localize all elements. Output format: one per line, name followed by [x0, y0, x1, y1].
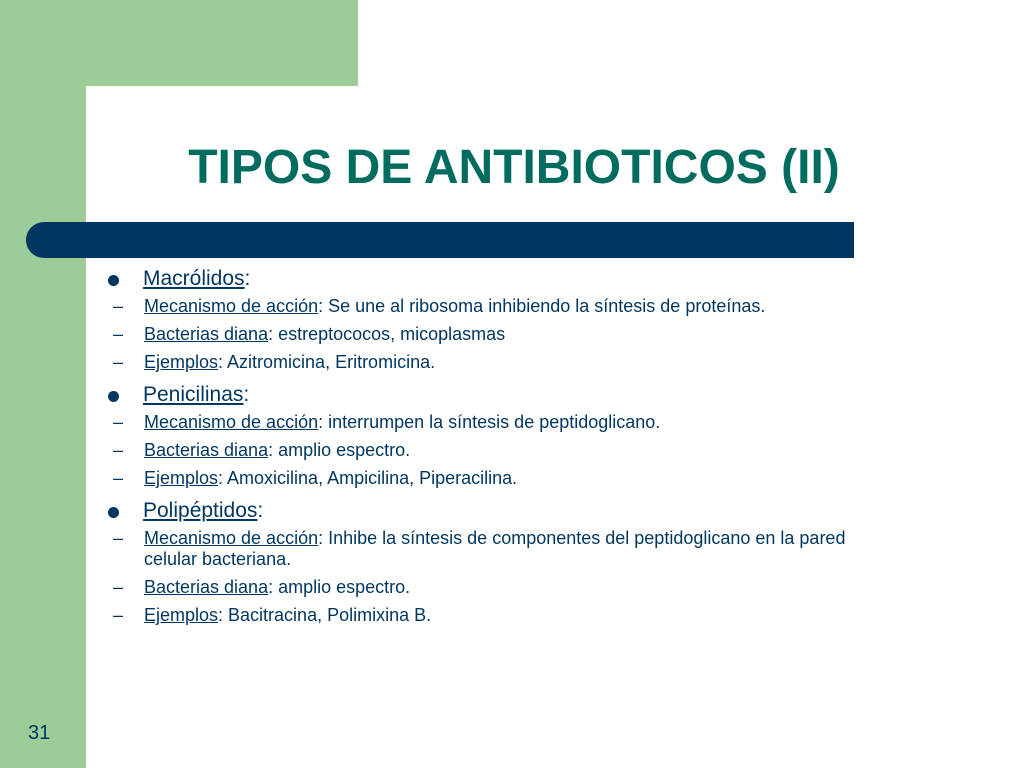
dash-icon: – — [113, 440, 124, 460]
slide-number: 31 — [28, 722, 51, 744]
sub-list-polipeptidos — [100, 528, 900, 626]
slide-title: TIPOS DE ANTIBIOTICOS (II) — [188, 141, 840, 194]
sub-item-text: : Azitromicina, Eritromicina. — [218, 352, 436, 372]
section-heading: Penicilinas — [143, 383, 244, 406]
sub-item-label: Bacterias diana — [144, 440, 269, 460]
sub-list-macrolidos — [100, 296, 900, 373]
dash-icon: – — [113, 468, 124, 488]
sub-item-text: : Amoxicilina, Ampicilina, Piperacilina. — [218, 468, 518, 488]
sub-item-label: Bacterias diana — [144, 324, 269, 344]
bullet-polipeptidos — [100, 496, 900, 526]
dash-icon: – — [113, 352, 124, 372]
dash-icon: – — [113, 605, 124, 625]
sub-item-text: : amplio espectro. — [268, 440, 411, 460]
sub-item-targets — [100, 440, 900, 461]
bullet-penicilinas — [100, 380, 900, 410]
bullet-dot-icon — [108, 507, 119, 518]
sub-item-examples — [100, 605, 900, 626]
bullet-dot-icon — [108, 275, 119, 286]
colon: : — [257, 499, 264, 522]
section-heading: Polipéptidos — [143, 499, 258, 522]
sub-item-targets — [100, 324, 900, 345]
sub-item-targets — [100, 577, 900, 598]
sub-item-mechanism — [100, 296, 900, 317]
sub-item-text: : interrumpen la síntesis de peptidoglicano. — [318, 412, 661, 432]
sub-item-mechanism — [100, 528, 900, 570]
top-green-band — [0, 0, 358, 86]
slide-content — [100, 264, 900, 633]
colon: : — [243, 383, 250, 406]
sub-item-text: : Bacitracina, Polimixina B. — [218, 605, 432, 625]
sub-list-penicilinas — [100, 412, 900, 489]
bullet-macrolidos — [100, 264, 900, 294]
section-heading: Macrólidos — [143, 267, 245, 290]
sub-item-label: Ejemplos — [144, 468, 219, 488]
sub-item-label: Ejemplos — [144, 605, 219, 625]
sub-item-examples — [100, 468, 900, 489]
sub-item-examples — [100, 352, 900, 373]
sub-item-text: : Se une al ribosoma inhibiendo la síntesis de proteínas. — [318, 296, 766, 316]
sub-item-text: : amplio espectro. — [268, 577, 411, 597]
sub-item-label: Ejemplos — [144, 352, 219, 372]
sub-item-label: Bacterias diana — [144, 577, 269, 597]
dash-icon: – — [113, 412, 124, 432]
bullet-dot-icon — [108, 391, 119, 402]
dash-icon: – — [113, 528, 124, 548]
sub-item-text: : estreptococos, micoplasmas — [268, 324, 506, 344]
title-divider-bar — [26, 222, 854, 258]
sub-item-mechanism — [100, 412, 900, 433]
dash-icon: – — [113, 577, 124, 597]
left-green-band — [0, 0, 86, 768]
colon: : — [244, 267, 251, 290]
dash-icon: – — [113, 324, 124, 344]
sub-item-label: Mecanismo de acción — [144, 528, 319, 548]
sub-item-label: Mecanismo de acción — [144, 412, 319, 432]
sub-item-text: : Inhibe la síntesis de componentes del peptidoglicano en la pared celular bacteriana. — [144, 528, 846, 569]
dash-icon: – — [113, 296, 124, 316]
sub-item-label: Mecanismo de acción — [144, 296, 319, 316]
